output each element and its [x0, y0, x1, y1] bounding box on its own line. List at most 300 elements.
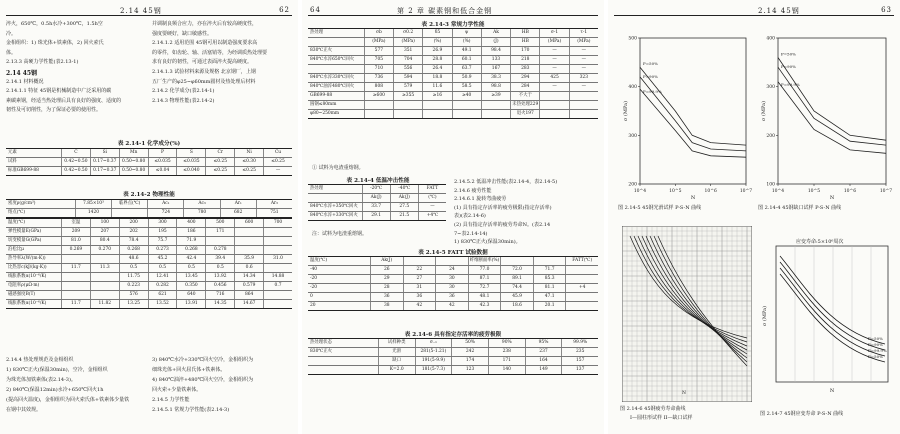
table-cell	[566, 266, 598, 274]
table-cell: 621	[149, 291, 178, 299]
table-cell: 50%	[452, 339, 489, 347]
table-cell: ≤0.040	[177, 167, 206, 175]
table-cell: —	[581, 48, 587, 53]
table-cell: 11.7	[62, 300, 91, 308]
table-cell: Cu	[274, 150, 282, 155]
table-cell: 0.5	[177, 264, 206, 272]
table-cell: (MPa)	[540, 38, 569, 46]
table-cell: 171	[206, 228, 235, 236]
header-rule	[308, 15, 598, 16]
table-row	[308, 266, 598, 275]
text-line: 细珠光体+回火屈氏体+铁素体。	[152, 367, 226, 373]
table-cell: 热处理	[308, 29, 365, 37]
fatigue-life-grid-chart	[622, 226, 752, 402]
table-cell: 72.7	[469, 284, 502, 292]
table-row	[308, 65, 598, 74]
table-cell: σ0.2	[394, 29, 423, 37]
table-cell: 500	[206, 219, 235, 227]
table-cell: 181(5-7.3)	[416, 366, 453, 374]
table-cell: 840℃水淬+350℃回火	[308, 203, 363, 211]
table-cell: 31	[404, 284, 437, 292]
text-line: (提高回火温度)，金相组织为回火索氏体+铁素体少量铁	[6, 397, 130, 403]
table-cell: 89.1	[501, 275, 534, 283]
text-line: 为珠光体加铁素体(表2.14-3)。	[6, 377, 76, 383]
table-cell: 195	[149, 228, 178, 236]
table-cell: 11.7	[62, 264, 91, 272]
table-cell: 退火197	[511, 110, 540, 118]
table-cell: 284	[511, 83, 540, 91]
table-row	[6, 300, 292, 308]
y-tick-label: 400	[628, 85, 637, 91]
table-row	[308, 56, 598, 65]
table-cell: 80.4	[91, 237, 120, 245]
y-axis-label: σ (MPa)	[623, 100, 629, 122]
table-cell: 238	[489, 348, 526, 356]
table-row	[308, 83, 598, 92]
table-cell	[91, 273, 120, 281]
table-cell: 28	[371, 284, 404, 292]
table-cell: 830℃正火	[308, 47, 365, 55]
x-axis-label: N	[682, 391, 686, 396]
table-cell: FATT	[426, 186, 439, 191]
table-cell	[453, 101, 482, 109]
text-line: 韧性及可切削性，为了保证必要的使用性。	[6, 107, 102, 114]
text-line: (1) 具有指定存活率的疲劳极限(指定存活率)	[454, 204, 552, 211]
table-cell	[264, 237, 292, 245]
table-cell: 0.579	[235, 282, 264, 290]
table-cell	[482, 101, 511, 109]
plot-frame	[640, 38, 746, 184]
table-cell: —	[540, 47, 569, 55]
table-cell: ψ	[453, 29, 482, 37]
table-cell: 20.1	[534, 302, 567, 310]
table-cell	[308, 65, 365, 73]
table-cell: 577	[365, 47, 394, 55]
table-cell: 0.5	[149, 264, 178, 272]
table-cell	[235, 228, 264, 236]
table-row	[308, 293, 598, 302]
table-cell: 0.5	[206, 264, 235, 272]
table-cell: Mn	[120, 149, 149, 157]
table-cell: Ak(J)	[363, 194, 391, 202]
text-line: 2.14.5.1 常规力学性能(表2.14-3)	[152, 407, 230, 413]
table-cell: 标准GB699-88	[6, 167, 62, 175]
table-cell: 0.278	[206, 246, 235, 254]
table-cell: (%)	[453, 38, 482, 46]
table-cell: 78.4	[120, 237, 149, 245]
table-cell: ≤0.30	[235, 158, 264, 166]
x-axis-label: N	[829, 195, 835, 200]
table-cell: 0.268	[120, 246, 149, 254]
text-line: 2.14.2 化学成分(表2.14-1)	[152, 88, 215, 95]
text-line: 2) 840℃(保温12min)水冷+650℃回火1h	[6, 387, 104, 393]
table-cell: 20	[308, 302, 371, 310]
table-cell: 281(5-1.21)	[416, 348, 453, 356]
table-cell: GB699-88	[308, 92, 365, 100]
physical-properties-table	[6, 218, 292, 309]
table-row	[6, 264, 292, 273]
text-line: 2.14.1.3 试验材料来源及规格 北京钢厂，上钢	[152, 69, 256, 75]
chart-inner-label: 应变寿命:5×10⁶周次	[796, 239, 844, 245]
table-cell: 38	[371, 302, 404, 310]
table-row	[308, 366, 598, 374]
x-tick-label: 10^5	[669, 189, 682, 194]
table-row	[6, 246, 292, 255]
table-cell: 不大于	[511, 92, 540, 100]
x-tick-label: 10^4	[771, 189, 785, 194]
strain-life-chart	[760, 226, 892, 402]
table-cell	[453, 110, 482, 118]
text-line: 3) 840℃水冷+330℃回火空冷，金相组织为	[152, 357, 254, 363]
table-cell	[404, 257, 437, 265]
table-cell: 63.7	[453, 65, 482, 73]
table-cell	[206, 237, 235, 245]
table-cell	[235, 246, 264, 254]
table-cell: 594	[394, 74, 423, 82]
table-cell: 191(5-9.9)	[416, 357, 453, 365]
header-rule	[6, 15, 292, 16]
table-cell	[423, 101, 452, 109]
running-header: 第 2 章 碳素钢和低合金钢	[397, 7, 493, 15]
book-page-left	[0, 0, 298, 434]
table-cell: Ac₃	[184, 200, 220, 208]
table-cell: Ak(J)	[391, 194, 419, 202]
table-cell: 33.7	[363, 203, 391, 211]
table-cell: τ-1	[580, 30, 588, 35]
table-cell: 0.6	[235, 264, 264, 272]
table-cell: 1420	[76, 209, 112, 217]
table-cell: 840℃水淬330℃回火	[308, 74, 365, 82]
table-cell: 13.25	[120, 300, 149, 308]
table-cell: 207	[91, 228, 120, 236]
table-cell: 710	[365, 65, 394, 73]
running-header: 2.14 45钢	[758, 7, 800, 15]
text-line: 1) 830℃正火(保温30min)。	[454, 239, 521, 246]
table-cell: ≤0.25	[235, 167, 264, 175]
table-cell: 640	[177, 291, 206, 299]
table-cell: +4	[579, 285, 586, 290]
table-cell: Ak(J)	[371, 257, 404, 265]
table-cell: +4℃	[426, 213, 439, 218]
text-line: 2.14.1.2 适用范围 45钢可用以制造强度要求高	[152, 40, 258, 47]
table-cell: Ak	[482, 29, 511, 37]
table-cell: 864	[235, 291, 264, 299]
table-cell: 85.3	[534, 275, 567, 283]
text-line: 2.14.5 力学性能	[152, 397, 190, 403]
table-cell: FATT(℃)	[572, 258, 593, 263]
y-axis-label: σ (MPa)	[762, 305, 768, 327]
table-cell	[365, 110, 394, 118]
table-cell: 71.9	[177, 237, 206, 245]
book-page-right	[608, 0, 900, 434]
psn-chart-notched	[760, 30, 892, 200]
impact-table	[308, 184, 446, 221]
table-cell: 0.17~0.37	[91, 158, 120, 166]
table-cell: ≤0.035	[177, 158, 206, 166]
table-cell: Ar₁	[221, 200, 257, 208]
table-cell: 13.91	[177, 300, 206, 308]
table-cell: 600	[235, 219, 264, 227]
table-cell: Ac₁	[148, 200, 184, 208]
table-cell	[566, 275, 598, 283]
table-cell: 0.50~0.80	[120, 167, 149, 175]
table-cell	[91, 282, 120, 290]
table-cell: δ5	[423, 29, 452, 37]
table-cell: 0	[308, 293, 371, 301]
series-label: P=99.9%	[781, 81, 800, 87]
text-line: 2.13.3 高硬力学性能(表2.13-1)	[6, 59, 79, 66]
table-cell	[264, 300, 292, 308]
table-cell: 724	[148, 209, 184, 217]
table-cell: 线胀系数α(10⁻⁶/K)	[6, 300, 62, 308]
y-tick-label: 300	[766, 85, 775, 91]
text-line: 求有良好的韧性，可通过表面淬火提高硬度。	[152, 59, 253, 66]
table-cell: 200	[120, 219, 149, 227]
table-cell: 29	[371, 275, 404, 283]
table-cell: 556	[394, 65, 423, 73]
table-cell: 电阻率ρ(μΩ·m)	[6, 282, 62, 290]
table-cell: 58.5	[453, 83, 482, 91]
table-cell: 98.4	[482, 47, 511, 55]
table-cell: ≤0.25	[206, 167, 235, 175]
table-cell: 7.85×10³	[76, 200, 112, 208]
y-tick-label: 400	[766, 36, 775, 42]
table-cell: 比热容c(kJ/(kg·K))	[6, 264, 62, 272]
table-cell	[62, 273, 91, 281]
table-cell: 0.42~0.50	[62, 167, 91, 175]
table-cell: 45.2	[149, 255, 178, 263]
y-tick-label: 200	[628, 182, 637, 188]
table-cell: Ar₃	[270, 201, 278, 206]
table-row	[308, 212, 446, 220]
table-cell: ≤0.035	[149, 158, 178, 166]
table-cell: 71.7	[534, 266, 567, 274]
text-line: (2) 具有指定存活率的疲劳寿命N。(表2.14	[454, 222, 551, 228]
table-cell: 11.6	[423, 83, 452, 91]
table-cell: 77.0	[469, 266, 502, 274]
table-cell: 75.7	[149, 237, 178, 245]
text-line: 五厂生产的φ25~φ60mm圆材及热处理后材料	[152, 78, 256, 85]
figure-caption: 图 2.14-4 45钢缺口试样 P-S-N 曲线	[758, 205, 842, 211]
table-cell: 0.17~0.37	[91, 167, 120, 175]
table-cell: 线胀系数α(10⁻⁶/K)	[6, 273, 62, 281]
table-cell: 弹性模量E(GPa)	[6, 228, 62, 236]
y-axis-label: σ (MPa)	[761, 100, 767, 122]
table-cell: 0.456	[206, 282, 235, 290]
mechanical-properties-table	[308, 28, 598, 119]
table-note: ① 试料为电渣重熔钢。	[312, 165, 364, 171]
text-line: 体。	[6, 49, 17, 56]
table-cell: 81.1	[534, 284, 567, 292]
table-cell: 缺口	[379, 357, 416, 365]
table-cell	[394, 110, 423, 118]
y-tick-label: 500	[628, 36, 637, 42]
table-cell: 170	[511, 47, 540, 55]
table-cell	[534, 257, 567, 265]
table-cell: 218	[511, 56, 540, 64]
table-cell: ≥355	[394, 92, 423, 100]
text-line: 1) 830℃正火(保温30min)，空冷，金相组织	[6, 367, 108, 373]
table-cell: 26	[371, 266, 404, 274]
table-row	[6, 158, 292, 167]
table-cell: 26.9	[423, 47, 452, 55]
series-label: P=99.9%	[643, 89, 662, 95]
table-row	[6, 255, 292, 264]
table-cell: 174	[452, 357, 489, 365]
text-line: 回火索+少量铁素体。	[152, 387, 202, 393]
table-cell: 294	[511, 74, 540, 82]
table-cell	[62, 291, 91, 299]
series-line-0	[778, 58, 886, 141]
table-cell: 试样种类	[379, 339, 416, 347]
table-row	[6, 149, 292, 158]
table-cell: 50.9	[453, 74, 482, 82]
table-cell: 48.6	[120, 255, 149, 263]
table-cell: 28.8	[423, 56, 452, 64]
table-cell: —	[430, 204, 435, 209]
table-cell: σb	[365, 29, 394, 37]
table-row	[308, 339, 598, 348]
table-cell: 705	[365, 56, 394, 64]
fatigue-limit-table	[308, 338, 598, 375]
table-cell: σ-1	[540, 29, 569, 37]
table-cell: 11.82	[91, 300, 120, 308]
table-cell	[570, 110, 598, 118]
table-cell	[394, 101, 423, 109]
table-cell: P	[149, 149, 178, 157]
y-tick-label: 300	[628, 133, 637, 139]
table-cell	[264, 291, 292, 299]
table-cell: —	[275, 168, 281, 173]
table-cell: 235	[576, 349, 585, 354]
table-cell: 31.0	[273, 256, 283, 261]
table-cell: 716	[206, 291, 235, 299]
text-line: 素碳素钢，经适当热处理后具有良好的强度、适度的	[6, 97, 122, 104]
table-cell: 切变模量G(GPa)	[6, 237, 62, 245]
text-line: 冷。	[6, 30, 17, 37]
table-cell: 11.75	[120, 273, 149, 281]
x-tick-label: 10^6	[843, 189, 857, 194]
x-tick-label: 10^4	[633, 189, 647, 194]
table-cell	[540, 101, 569, 109]
table-cell: 95%	[526, 339, 563, 347]
table-cell	[540, 110, 569, 118]
table-cell: 试料	[6, 158, 62, 166]
table-caption: 表 2.14-3 常规力学性能	[421, 22, 485, 28]
table-cell: ≥600	[365, 92, 394, 100]
text-line: 2.14.4 热处理规范及金相组织	[6, 357, 74, 363]
text-line: 2.14.6 疲劳性能	[454, 187, 492, 194]
table-row	[308, 185, 446, 194]
table-cell: 13.45	[177, 273, 206, 281]
table-caption: 表 2.14-2 物理性能	[123, 192, 175, 198]
table-cell	[235, 237, 264, 245]
table-cell: 157	[576, 358, 585, 363]
table-cell: 21.5	[391, 212, 419, 220]
table-cell	[540, 92, 569, 100]
table-cell: 11.3	[91, 264, 120, 272]
series-label: P=50%	[643, 61, 658, 67]
table-cell: 425	[540, 74, 569, 82]
table-cell: 202	[120, 228, 149, 236]
text-line: 的零件，如齿轮、轴、活塞销等，为经调质热处理要	[152, 49, 268, 56]
table-cell: 351	[394, 47, 423, 55]
figure-caption: 图 2.14-5 45钢光滑试样 P-S-N 曲线	[618, 205, 702, 211]
table-cell: —	[540, 65, 569, 73]
text-line: 7~表2.14-14)	[454, 230, 488, 237]
table-cell: 808	[365, 83, 394, 91]
table-cell: 323	[579, 75, 589, 80]
y-tick-label: 100	[766, 182, 775, 188]
table-cell: 0.7	[274, 283, 282, 288]
table-cell: S	[177, 149, 206, 157]
table-cell: 泊松比μ	[6, 246, 62, 254]
table-row	[308, 74, 598, 83]
table-cell: 14.67	[235, 300, 264, 308]
table-row	[6, 237, 292, 246]
table-cell: 36	[371, 293, 404, 301]
table-cell	[308, 194, 363, 202]
table-cell: 密度ρ(g/cm³)	[6, 200, 76, 208]
table-cell: —	[581, 66, 587, 71]
table-cell: —	[540, 56, 569, 64]
chemical-composition-table	[6, 148, 292, 176]
table-cell: 840℃水淬650℃回火	[308, 56, 365, 64]
table-cell: 87.1	[469, 275, 502, 283]
header-rule	[614, 15, 894, 16]
text-line: 并调制良频合应力，亦在淬火后有较高硬度性，	[152, 21, 258, 27]
table-cell: 0.270	[91, 246, 120, 254]
x-tick-label: 10^7	[739, 189, 752, 194]
table-caption: 表 2.14-4 低温冲击性能	[346, 178, 410, 184]
table-cell: 576	[120, 291, 149, 299]
table-cell: 42	[404, 302, 437, 310]
table-cell: σ₋₁	[416, 339, 453, 347]
table-cell: -40	[308, 266, 371, 274]
text-line: 2.14.5.2 低温冲击性能(表2.14-4，表2.14-5)	[454, 179, 558, 185]
table-row	[308, 348, 598, 357]
text-line: 强度要硬好，缺口敏感性。	[152, 30, 213, 37]
table-cell: 温度(℃)	[6, 219, 62, 227]
table-cell: 45.9	[501, 293, 534, 301]
table-cell: 热处理状态	[308, 339, 379, 347]
y-tick-label: 200	[766, 133, 775, 139]
x-tick-label: 10^7	[879, 189, 892, 194]
table-cell: 74.4	[501, 284, 534, 292]
table-cell: 熔点(℃)	[6, 209, 76, 217]
table-cell: 98.8	[482, 83, 511, 91]
table-row	[6, 209, 292, 217]
table-cell: 圆钢≤80mm	[308, 101, 365, 109]
table-cell: C	[62, 149, 91, 157]
table-cell: 300	[149, 219, 178, 227]
table-row	[308, 92, 598, 101]
table-cell: 137	[576, 367, 585, 372]
table-cell: 热处理	[308, 185, 363, 193]
table-cell	[308, 38, 365, 46]
table-cell: (MPa)	[365, 38, 394, 46]
table-cell: 13.92	[206, 273, 235, 281]
table-cell: 704	[394, 56, 423, 64]
table-cell: 室温	[62, 219, 91, 227]
series-label: P=50%	[868, 354, 883, 359]
table-caption: 表 2.14-1 化学成分(%)	[117, 141, 181, 147]
table-row	[6, 219, 292, 228]
series-label: P=90%	[781, 64, 796, 70]
table-cell: 26.4	[423, 65, 452, 73]
x-tick-label: 10^6	[704, 189, 717, 194]
table-cell: (MPa)	[394, 38, 423, 46]
